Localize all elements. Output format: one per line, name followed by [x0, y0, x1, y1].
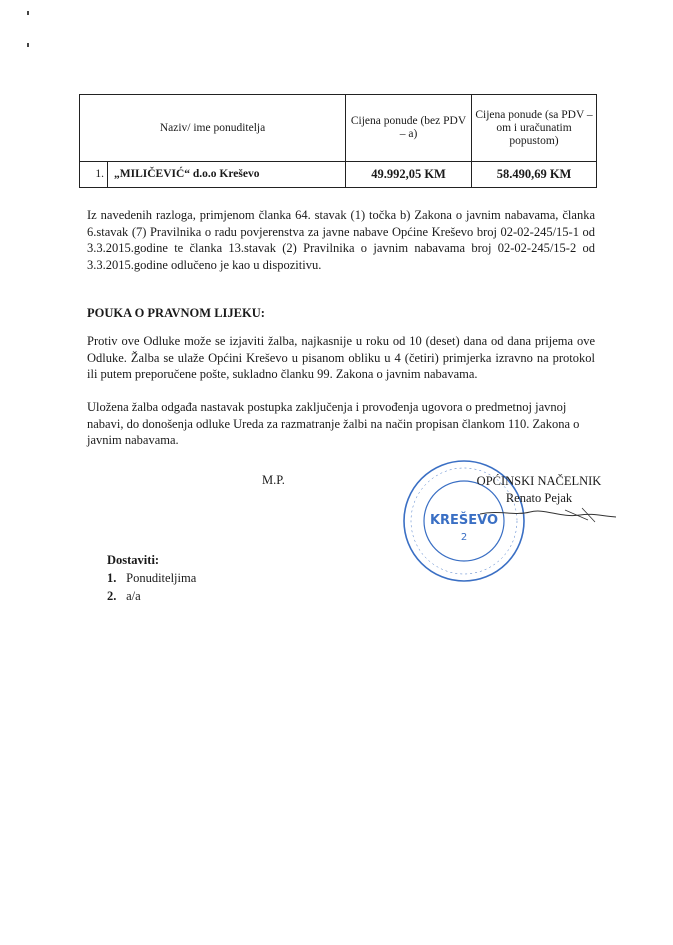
header-bidder-name: Naziv/ ime ponuditelja — [80, 95, 346, 162]
list-item — [107, 587, 196, 605]
distribution-list — [107, 569, 196, 605]
mp-label: M.P. — [262, 473, 285, 487]
appeal-paragraph: Protiv ove Odluke može se izjaviti žalba, najkasnije u roku od 10 (deset) dana od dana prijema ove Odluke. Žalba se ulaže Općini Kreševo u pisanom obliku u 4 (četiri) primjerka izravno na protokol ili putem preporučene pošte, sukladno članku 99. Zakona o javnim nabavama. — [87, 334, 595, 381]
list-item-label: Ponuditeljima — [126, 571, 197, 585]
list-item-number: 1. — [107, 571, 117, 585]
appeal-effect-paragraph: Uložena žalba odgađa nastavak postupka zaključenja i provođenja ugovora o predmetnoj javnoj nabavi, do donošenja odluke Ureda za razmatranje žalbi na način propisan člankom 110. Zakona o javnim nabavama. — [87, 400, 580, 447]
table-row — [80, 162, 597, 188]
decision-paragraph: Iz navedenih razloga, primjenom članka 64. stavak (1) točka b) Zakona o javnim nabavama, članka 6.stavak (7) Pravilnika o radu povjerenstva za javne nabave Općine Kreševo broj 02-02-245/15-1 od 3.3.2015.godine te članka 13.stavak (2) Pravilnika o javnim nabavama broj 02-02-245/15-2 od 3.3.2015.godine odlučeno je kao u dispozitivu. — [87, 208, 595, 272]
header-price-vat: Cijena ponude (sa PDV – om i uračunatim popustom) — [472, 95, 597, 162]
scan-mark — [27, 11, 29, 15]
scan-mark — [27, 43, 29, 47]
signer-title: OPĆINSKI NAČELNIK — [476, 474, 602, 488]
legal-remedy-heading: POUKA O PRAVNOM LIJEKU: — [87, 306, 265, 320]
stamp-center-text: KREŠEVO — [429, 513, 499, 528]
list-item — [107, 569, 196, 587]
row-number: 1. — [80, 162, 108, 188]
list-item-number: 2. — [107, 589, 117, 603]
bidder-name: „MILIČEVIĆ“ d.o.o Kreševo — [108, 162, 346, 188]
offers-table — [79, 94, 597, 188]
table-header-row — [80, 95, 597, 162]
header-price-no-vat: Cijena ponude (bez PDV – a) — [346, 95, 472, 162]
price-no-vat: 49.992,05 KM — [346, 162, 472, 188]
stamp-number: 2 — [460, 532, 468, 543]
signature-icon — [470, 500, 620, 530]
list-item-label: a/a — [126, 589, 141, 603]
price-vat: 58.490,69 KM — [472, 162, 597, 188]
distribution-heading: Dostaviti: — [107, 553, 160, 567]
signer-name: Renato Pejak — [505, 491, 573, 505]
